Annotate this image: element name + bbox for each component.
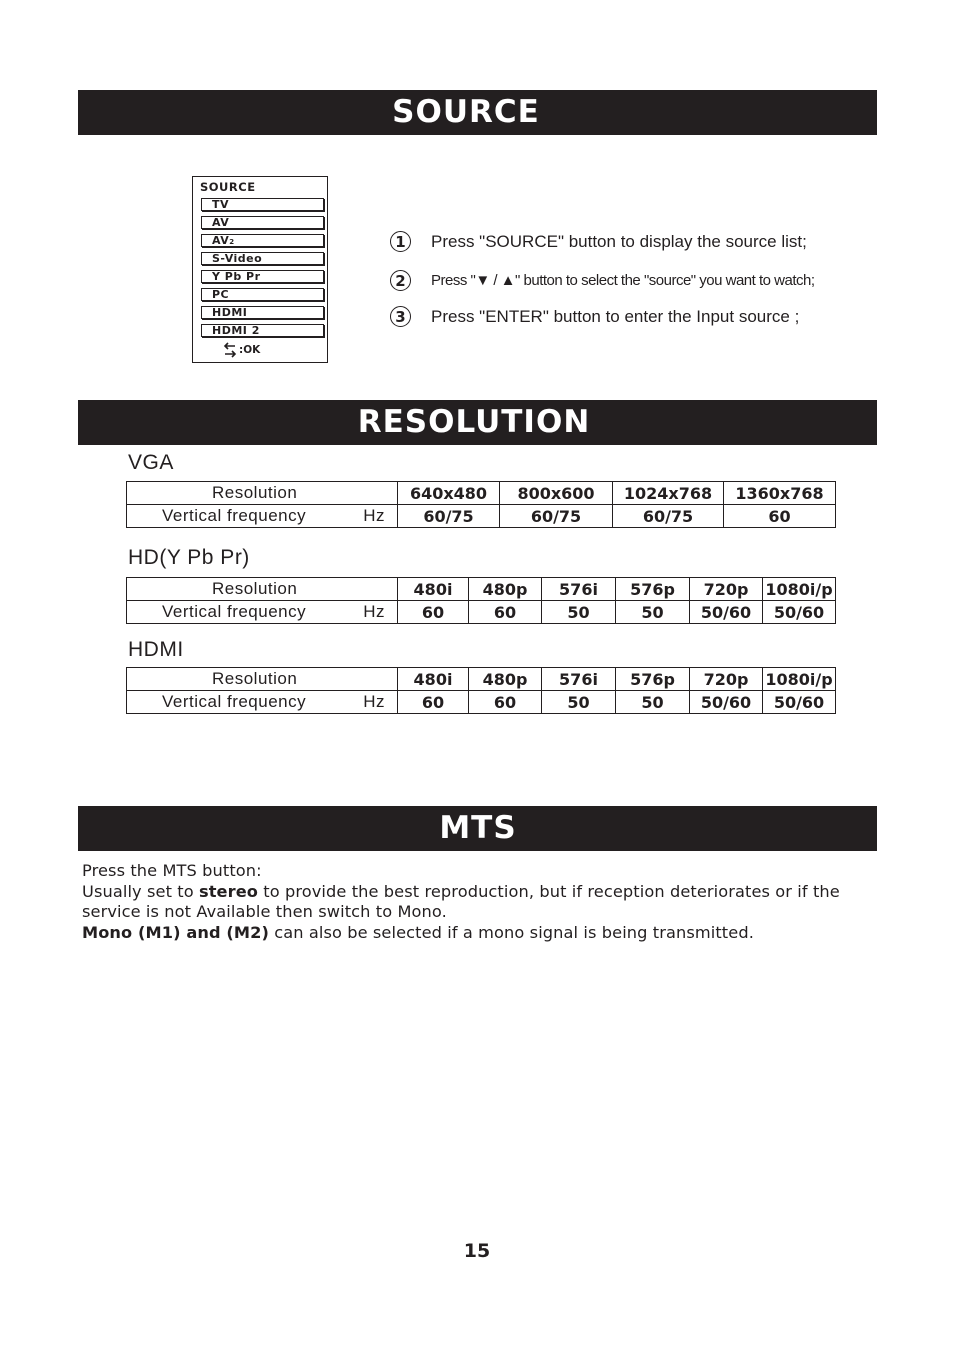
vga-heading: VGA (128, 451, 174, 474)
mts-title: MTS (439, 810, 517, 846)
table-cell: 576p (616, 578, 690, 601)
step-number: 2 (390, 270, 411, 291)
source-menu-illustration (192, 176, 328, 363)
hd-heading: HD(Y Pb Pr) (128, 546, 250, 569)
mts-line-2: Usually set to stereo to provide the best reproduction, but if reception deteriorates or if the service is not Available then switch to Mono. (82, 881, 840, 921)
table-cell: 60 (398, 601, 469, 624)
row-label: Resolution (127, 482, 398, 505)
mts-banner (78, 806, 877, 851)
table-cell: 640x480 (398, 482, 500, 505)
table-row (127, 578, 836, 601)
step-number: 3 (390, 306, 411, 327)
row-label: Resolution (127, 668, 398, 691)
vga-table (126, 481, 836, 528)
hd-table (126, 577, 836, 624)
source-title: SOURCE (392, 94, 540, 130)
table-cell: 50/60 (690, 691, 763, 714)
table-cell: 50/60 (690, 601, 763, 624)
arrows-swap-icon (223, 342, 237, 358)
table-cell: 60 (724, 505, 836, 528)
source-banner (78, 90, 877, 135)
hdmi-table (126, 667, 836, 714)
resolution-title: RESOLUTION (357, 404, 591, 440)
row-label: Vertical frequency Hz (127, 601, 398, 624)
table-cell: 576i (542, 578, 616, 601)
menu-hint-ok: :OK (239, 344, 261, 356)
hdmi-heading: HDMI (128, 638, 184, 661)
step-text: Press "SOURCE" button to display the source list; (431, 231, 807, 251)
table-cell: 720p (690, 578, 763, 601)
table-cell: 1080i/p (763, 668, 836, 691)
table-cell: 50/60 (763, 691, 836, 714)
table-cell: 1080i/p (763, 578, 836, 601)
step-1 (390, 231, 807, 252)
menu-item-tv: TV (201, 198, 324, 211)
step-number: 1 (390, 231, 411, 252)
row-label: Vertical frequency Hz (127, 691, 398, 714)
mts-line-1: Press the MTS button: (82, 861, 262, 880)
table-cell: 50 (616, 601, 690, 624)
menu-title: SOURCE (200, 180, 256, 194)
page-number: 15 (463, 1240, 491, 1262)
table-cell: 800x600 (500, 482, 613, 505)
table-cell: 1360x768 (724, 482, 836, 505)
table-cell: 50 (616, 691, 690, 714)
table-cell: 50/60 (763, 601, 836, 624)
menu-item-hdmi: HDMI (201, 306, 324, 319)
table-cell: 720p (690, 668, 763, 691)
resolution-banner (78, 400, 877, 445)
table-cell: 480i (398, 668, 469, 691)
table-cell: 1024x768 (613, 482, 724, 505)
table-cell: 50 (542, 601, 616, 624)
table-cell: 50 (542, 691, 616, 714)
mts-line-3: Mono (M1) and (M2) can also be selected if a mono signal is being transmitted. (82, 922, 754, 942)
table-cell: 576i (542, 668, 616, 691)
mts-description (82, 861, 882, 943)
menu-item-ypbpr: Y Pb Pr (201, 270, 324, 283)
step-2 (390, 270, 815, 291)
table-cell: 60/75 (500, 505, 613, 528)
table-cell: 60/75 (613, 505, 724, 528)
table-cell: 480p (469, 668, 542, 691)
row-label: Vertical frequency Hz (127, 505, 398, 528)
table-cell: 480i (398, 578, 469, 601)
menu-item-av: AV (201, 216, 324, 229)
table-cell: 60 (469, 691, 542, 714)
menu-item-pc: PC (201, 288, 324, 301)
menu-hint (223, 342, 260, 358)
table-cell: 576p (616, 668, 690, 691)
menu-item-av2: AV2 (201, 234, 324, 247)
table-row (127, 601, 836, 624)
row-label: Resolution (127, 578, 398, 601)
table-row (127, 482, 836, 505)
table-row (127, 505, 836, 528)
table-cell: 60/75 (398, 505, 500, 528)
table-cell: 480p (469, 578, 542, 601)
step-text: Press "ENTER" button to enter the Input source ; (431, 306, 800, 326)
step-text: Press "▼ / ▲" button to select the "source" you want to watch; (431, 272, 815, 289)
table-row (127, 668, 836, 691)
menu-item-hdmi2: HDMI 2 (201, 324, 324, 337)
table-cell: 60 (398, 691, 469, 714)
step-3 (390, 306, 799, 327)
table-cell: 60 (469, 601, 542, 624)
menu-item-s-video: S-Video (201, 252, 324, 265)
table-row (127, 691, 836, 714)
